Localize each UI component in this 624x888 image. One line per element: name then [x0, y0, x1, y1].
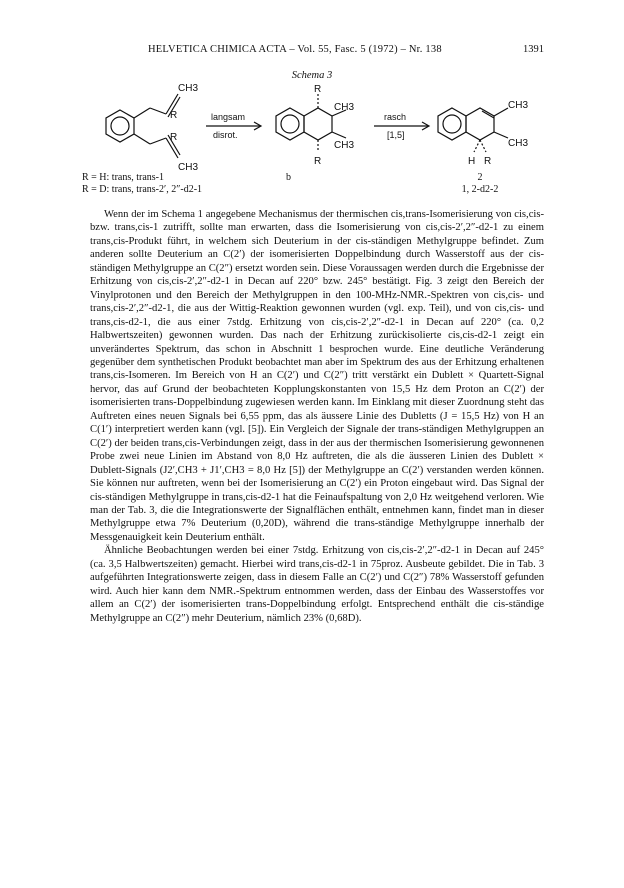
scheme-caption [82, 172, 202, 196]
benzene-ring-b [276, 108, 304, 140]
page-number: 1391 [523, 44, 544, 55]
caption-line-1: R = H: trans, trans-1 [82, 172, 165, 183]
compound-label-2: 2 [477, 172, 483, 183]
running-header [90, 44, 544, 60]
paragraph: Wenn der im Schema 1 angegebene Mechanismus der thermischen cis,trans-Isomerisierung von cis,cis- bzw. trans,cis-1 zutrifft, sollte man erwarten, dass die Isomerisierung von cis,cis-2′,2″-d2-1 zu einem trans,cis-Produkt führt, in welchem sich Deuterium in der cis-ständigen Methylgruppe befindet. Zum anderen sollte Deuterium an C(2′) der isomerisierten Doppelbindung durch Wasserstoff aus der cis-ständigen Methylgruppe an C(2″) ersetzt worden sein. Diese Voraussagen werden durch die Ergebnisse der Erhitzung von cis,cis-2′,2″-d2-1 in Decan auf 220° bzw. 245° bestätigt. Fig. 3 zeigt den Bereich der Vinylprotonen und den Bereich der Methylgruppen in den 100-MHz-NMR.-Spektren von cis,cis- und trans,cis-2′,2″-d2-1, die aus der Wittig-Reaktion gewonnen wurden (vgl. exp. Teil), und von cis,cis- und trans,cis-d2-1, die aus einer 7stdg. Erhitzung von cis,cis-2′,2″-d2-1 in Decan auf 220° (ca. 0,2 Halbwertszeiten) gewonnen wurden. Das nach der Erhitzung zurückisolierte cis,cis-d2-1 zeigt ein unverändertes Spektrum, das schon in Abschnitt 1 besprochen wurde. Eine deutliche Veränderung gegenüber dem synthetischen Produkt beobachtet man aber im Spektrum des aus der Erhitzung erhaltenen trans,cis-Isomeren. Im Bereich von H an C(2′) und C(2″) tritt verstärkt ein Dublett × Quartett-Signal hervor, das auf Grund der beobachteten Kopplungskonstanten von 15,5 Hz dem Proton an C(2′) der isomerisierten trans-Doppelbindung zugewiesen werden kann. Im Einklang mit dieser Zuordnung steht das Auftreten eines neuen Signals bei 6,55 ppm, das als äussere Linie des Dubletts (J = 15,5 Hz) von H an C(1′) interpretiert werden kann (vgl. [5]). Ein Vergleich der Signale der trans-ständigen Methylgruppen an C(2′) der beiden trans,cis-Verbindungen zeigt, dass in der aus der thermischen Isomerisierung gewonnenen Probe zwei neue Linien im Abstand von 8,0 Hz auftreten, die als die äusseren Linien des Dublett × Dublett-Signals (J2′,CH3 + J1′,CH3 = 8,0 Hz [5]) der Methylgruppe an C(2′) verstanden werden können. Sie können nur auftreten, wenn bei der Isomerisierung an C(2′) ein Proton eingebaut wird. Das Signal der cis-ständigen Methylgruppe in trans,cis-d2-1 hat die Feinaufspaltung von 2,0 Hz weitgehend verloren. Wie man der Tab. 3, die die Integrationswerte der Signalflächen enthält, entnehmen kann, findet man in dieser Methylgruppe etwa 7% Deuterium (0,20D), während die trans-ständige Methylgruppe innerhalb der Messgenauigkeit kein Deuterium enthält. [90, 209, 544, 543]
arrow1-label-top: langsam [211, 112, 246, 122]
mol2-h: H [468, 156, 476, 167]
compound-label-b: b [286, 172, 291, 183]
mol1-ch3-top: CH3 [178, 83, 199, 94]
mol1-r-bottom: R [170, 132, 178, 143]
mol1-r-top: R [170, 110, 178, 121]
paragraph: Ähnliche Beobachtungen werden bei einer 7stdg. Erhitzung von cis,cis-2′,2″-d2-1 in Decan auf 245° (ca. 3,5 Halbwertszeiten) gemacht. Hierbei wird trans,cis-d2-1 in 75proz. Ausbeute gebildet. Die in Tab. 3 aufgeführten Integrationswerte zeigen, dass in diesem Falle an C(2′) und C(2″) 78% Wasserstoff gefunden wird. Auch hier kann dem NMR.-Spektrum entnommen werden, dass der Einbau des Wasserstoffes vor allem an C(2′) der isomerisierten trans-Doppelbindung erfolgt. Entsprechend enthält die cis-ständige Methylgruppe an C(2″) mehr Deuterium, nämlich 23% (0,68D). [90, 545, 544, 624]
arrow1-label-bottom: disrot. [213, 130, 238, 140]
mol2-r: R [484, 156, 492, 167]
mol2-ch3-top: CH3 [508, 100, 529, 111]
arrow2-label-top: rasch [384, 112, 407, 122]
reaction-scheme [84, 80, 544, 198]
scheme-title: Schema 3 [291, 70, 333, 81]
journal-title: HELVETICA CHIMICA ACTA – Vol. 55, Fasc. 5 (1972) – Nr. 138 [148, 44, 442, 55]
compound-label-2-sub: 1, 2-d2-2 [461, 184, 499, 195]
benzene-ring-1 [106, 110, 134, 142]
arrow2-label-bottom: [1,5] [387, 130, 405, 140]
caption-line-2: R = D: trans, trans-2′, 2″-d2-1 [82, 184, 203, 195]
molb-ch3-top: CH3 [334, 102, 355, 113]
mol2-ch3-bottom: CH3 [508, 138, 529, 149]
compound-label-2-block [460, 172, 500, 196]
molb-r-bottom: R [314, 156, 322, 167]
molb-ch3-bottom: CH3 [334, 140, 355, 151]
molb-r-top: R [314, 84, 322, 95]
mol1-ch3-bottom: CH3 [178, 162, 199, 173]
body-text [90, 208, 544, 625]
benzene-ring-2 [438, 108, 466, 140]
